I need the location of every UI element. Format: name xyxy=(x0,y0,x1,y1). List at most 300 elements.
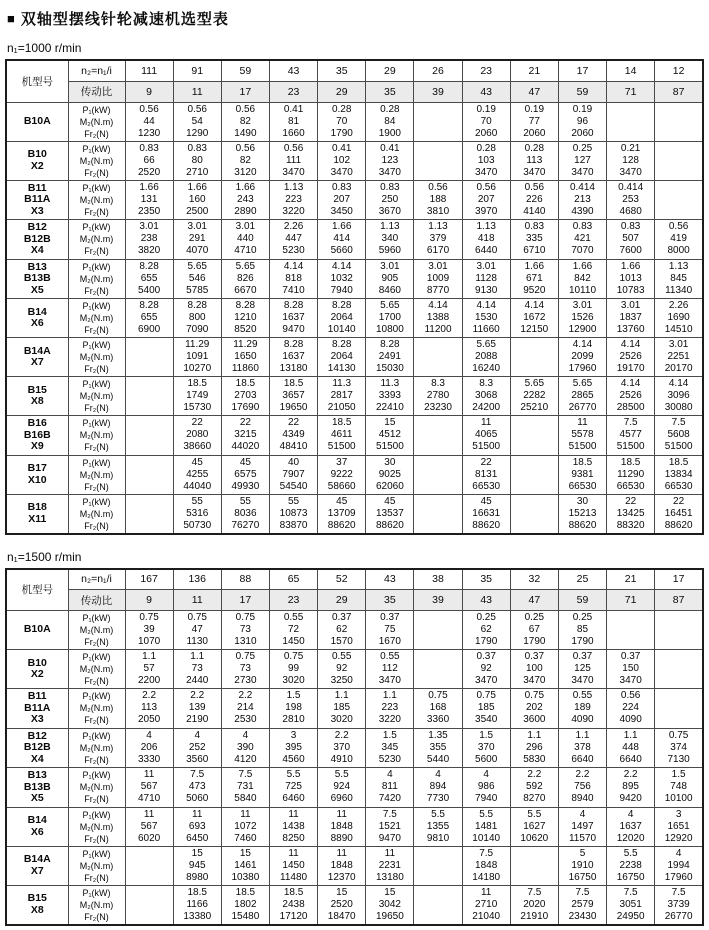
param-labels-cell xyxy=(68,338,125,377)
ratio-value: 35 xyxy=(366,81,414,102)
data-value: 0.55 xyxy=(380,651,400,662)
model-column-header: 机型号 xyxy=(6,60,68,102)
data-value: 15030 xyxy=(375,363,404,374)
data-value: 447 xyxy=(285,233,302,245)
data-cell xyxy=(510,689,558,729)
data-cell xyxy=(318,259,366,299)
data-cell xyxy=(318,180,366,220)
data-value xyxy=(126,441,173,453)
data-value xyxy=(414,887,461,899)
data-value: 4.14 xyxy=(283,260,304,272)
data-value: 11 xyxy=(480,886,492,898)
data-value: 253 xyxy=(622,193,639,205)
data-value: 811 xyxy=(381,781,398,793)
data-value: 224 xyxy=(622,702,639,714)
data-value: 3470 xyxy=(619,166,642,178)
data-value: 6440 xyxy=(475,245,498,257)
param-labels-cell xyxy=(68,611,125,650)
data-cell xyxy=(318,728,366,768)
param-label: P₁(kW) xyxy=(82,730,111,741)
data-cell xyxy=(607,455,655,494)
output-speed-value: 21 xyxy=(607,569,655,590)
data-value: 2060 xyxy=(475,127,498,139)
data-cell xyxy=(221,102,269,141)
data-cell xyxy=(366,494,414,534)
data-value: 2703 xyxy=(234,390,257,401)
output-speed-value: 167 xyxy=(125,569,173,590)
data-value: 3096 xyxy=(667,390,690,401)
data-value: 45 xyxy=(239,456,251,468)
output-speed-value: 52 xyxy=(318,569,366,590)
data-value: 0.41 xyxy=(331,142,352,154)
data-value: 88620 xyxy=(568,519,597,531)
data-cell xyxy=(655,728,703,768)
data-value xyxy=(607,128,654,140)
param-labels-cell xyxy=(68,494,125,534)
data-value: 10800 xyxy=(375,324,404,335)
data-value: 1438 xyxy=(282,820,305,832)
data-value: 4255 xyxy=(186,468,209,480)
data-value: 22 xyxy=(239,417,251,429)
model-name: X7 xyxy=(30,356,44,368)
ratio-value: 71 xyxy=(607,81,655,102)
model-name: B10A xyxy=(23,623,51,636)
data-value: 3.01 xyxy=(476,260,496,272)
data-value: 125 xyxy=(574,663,591,674)
data-cell xyxy=(318,141,366,180)
data-value: 37 xyxy=(336,456,348,468)
data-value: 3020 xyxy=(282,675,305,686)
data-value: 198 xyxy=(285,702,302,714)
data-cell xyxy=(655,807,703,846)
data-cell xyxy=(655,689,703,729)
data-cell xyxy=(655,259,703,299)
data-value: 73 xyxy=(239,624,251,635)
ratio-value: 59 xyxy=(558,590,606,611)
data-value xyxy=(414,496,461,508)
param-label: P₁(kW) xyxy=(82,104,111,115)
data-cell xyxy=(462,259,510,299)
data-value: 77 xyxy=(528,115,540,127)
data-value: 1.5 xyxy=(286,690,301,702)
output-speed-value: 88 xyxy=(221,569,269,590)
data-value: 1.66 xyxy=(572,260,593,272)
data-value: 414 xyxy=(333,233,351,245)
data-value: 5.5 xyxy=(623,847,638,859)
data-value: 3.01 xyxy=(187,221,207,233)
data-cell xyxy=(269,768,317,808)
data-value: 17690 xyxy=(231,402,260,413)
param-labels-cell xyxy=(68,299,125,338)
model-row xyxy=(6,259,703,299)
data-value: 5578 xyxy=(571,429,594,441)
data-value: 252 xyxy=(188,741,206,753)
data-value: 2064 xyxy=(330,351,353,362)
data-cell xyxy=(173,611,221,650)
data-value: 8770 xyxy=(426,284,450,296)
data-value: 11 xyxy=(192,808,203,820)
data-cell xyxy=(558,611,606,650)
data-value: 11570 xyxy=(568,832,597,844)
data-value: 2710 xyxy=(475,898,498,910)
data-value: 1.13 xyxy=(668,260,689,272)
data-value: 4120 xyxy=(234,753,257,765)
data-value xyxy=(511,860,558,872)
data-value: 18.5 xyxy=(283,886,304,898)
data-cell xyxy=(221,220,269,260)
data-value: 0.75 xyxy=(668,729,689,741)
output-speed-value: 136 xyxy=(173,569,221,590)
data-cell xyxy=(221,377,269,416)
data-value: 5.65 xyxy=(572,378,593,389)
data-value: 51500 xyxy=(375,441,404,453)
data-value: 5960 xyxy=(378,245,401,257)
data-cell xyxy=(655,220,703,260)
data-value: 1848 xyxy=(475,859,498,871)
data-value: 1.1 xyxy=(527,729,542,741)
ratio-value: 17 xyxy=(221,81,269,102)
data-cell xyxy=(366,807,414,846)
param-label: Fr₂(N) xyxy=(84,246,109,257)
data-value: 16240 xyxy=(472,363,501,374)
data-cell xyxy=(655,885,703,925)
data-value xyxy=(414,339,461,351)
data-cell xyxy=(173,338,221,377)
data-cell xyxy=(366,455,414,494)
data-cell xyxy=(269,611,317,650)
output-speed-value: 25 xyxy=(558,569,606,590)
data-value: 1570 xyxy=(330,636,353,647)
data-value: 1091 xyxy=(186,351,209,362)
data-value: 0.55 xyxy=(572,690,593,702)
data-value: 12370 xyxy=(327,871,356,883)
data-cell xyxy=(125,377,173,416)
data-value: 88620 xyxy=(375,519,404,531)
data-cell xyxy=(125,885,173,925)
data-value: 14510 xyxy=(664,324,693,335)
data-value: 1700 xyxy=(378,312,401,323)
data-value: 5840 xyxy=(234,793,257,805)
data-value: 11.3 xyxy=(332,378,352,389)
data-value: 5440 xyxy=(426,753,450,765)
data-value: 92 xyxy=(480,663,492,674)
data-cell xyxy=(414,259,462,299)
model-cell xyxy=(6,299,68,338)
data-cell xyxy=(318,611,366,650)
ratio-value: 39 xyxy=(414,590,462,611)
data-value xyxy=(511,872,558,884)
data-cell xyxy=(269,650,317,689)
param-label: M₂(N.m) xyxy=(79,352,114,362)
data-cell xyxy=(366,768,414,808)
data-cell xyxy=(221,846,269,885)
data-cell xyxy=(462,180,510,220)
data-value: 5060 xyxy=(186,793,209,805)
title-square-bullet: ■ xyxy=(7,11,16,26)
data-cell xyxy=(221,650,269,689)
model-cell xyxy=(6,494,68,534)
data-cell xyxy=(173,807,221,846)
data-value: 1388 xyxy=(426,312,450,323)
data-value: 0.28 xyxy=(476,142,496,154)
output-speed-value: 38 xyxy=(414,569,462,590)
data-cell xyxy=(462,299,510,338)
data-cell xyxy=(318,299,366,338)
data-value xyxy=(414,860,461,872)
data-cell xyxy=(462,689,510,729)
data-cell xyxy=(318,689,366,729)
data-cell xyxy=(318,220,366,260)
data-value: 4710 xyxy=(234,245,257,257)
data-value: 6900 xyxy=(137,324,161,335)
data-cell xyxy=(655,846,703,885)
data-value: 7460 xyxy=(234,832,257,844)
data-cell xyxy=(125,220,173,260)
ratio-value: 11 xyxy=(173,590,221,611)
model-row xyxy=(6,807,703,846)
data-value xyxy=(655,636,702,648)
page-title-text: 双轴型摆线针轮减速机选型表 xyxy=(20,11,229,28)
data-value: 102 xyxy=(333,154,351,166)
data-value: 8460 xyxy=(378,284,401,296)
data-cell xyxy=(607,141,655,180)
data-cell xyxy=(366,141,414,180)
data-value: 8.28 xyxy=(187,300,207,311)
data-value: 826 xyxy=(237,272,254,284)
data-value: 70 xyxy=(480,115,492,127)
data-value: 0.83 xyxy=(380,181,400,193)
data-value: 440 xyxy=(237,233,254,245)
data-value xyxy=(655,651,702,663)
data-value: 7.5 xyxy=(623,886,638,898)
data-value: 5660 xyxy=(330,245,353,257)
data-value: 1497 xyxy=(571,820,594,832)
data-value: 0.83 xyxy=(139,142,159,154)
data-cell xyxy=(414,768,462,808)
data-cell xyxy=(173,650,221,689)
param-label: M₂(N.m) xyxy=(79,508,114,519)
model-name: X3 xyxy=(30,204,44,217)
data-value: 66530 xyxy=(568,480,597,492)
data-value: 0.56 xyxy=(524,181,545,193)
data-cell xyxy=(655,416,703,456)
data-value: 8.28 xyxy=(283,339,304,350)
data-value: 8520 xyxy=(234,324,257,335)
data-value: 21910 xyxy=(520,910,549,922)
data-value: 8890 xyxy=(330,832,353,844)
data-value: 2579 xyxy=(571,898,594,910)
data-value: 2.2 xyxy=(238,690,253,702)
data-value: 0.37 xyxy=(524,651,545,662)
data-value xyxy=(126,496,173,508)
data-cell xyxy=(221,611,269,650)
data-cell xyxy=(414,728,462,768)
data-cell xyxy=(558,846,606,885)
data-value: 15 xyxy=(384,886,396,898)
data-value: 66530 xyxy=(472,480,501,492)
data-cell xyxy=(125,728,173,768)
data-cell xyxy=(318,885,366,925)
data-cell xyxy=(655,650,703,689)
data-value: 5785 xyxy=(186,284,209,296)
data-value xyxy=(414,636,461,648)
data-value: 4.14 xyxy=(620,339,641,350)
model-cell xyxy=(6,377,68,416)
data-value: 1637 xyxy=(619,820,642,832)
data-value: 0.56 xyxy=(235,103,256,115)
data-value: 8.28 xyxy=(235,300,256,311)
data-value: 1690 xyxy=(667,312,690,323)
data-value: 3600 xyxy=(523,714,546,726)
data-cell xyxy=(269,259,317,299)
data-value: 112 xyxy=(381,663,398,674)
data-cell xyxy=(318,807,366,846)
data-value: 207 xyxy=(477,193,495,205)
param-label: Fr₂(N) xyxy=(84,520,109,531)
data-value xyxy=(511,363,558,375)
data-value: 0.83 xyxy=(524,221,545,233)
output-speed-value: 111 xyxy=(125,60,173,81)
data-value: 45 xyxy=(191,456,203,468)
data-value: 0.56 xyxy=(668,221,689,233)
data-value: 76270 xyxy=(231,519,260,531)
data-value: 1637 xyxy=(282,312,305,323)
data-cell xyxy=(125,611,173,650)
param-label: Fr₂(N) xyxy=(84,128,109,139)
data-value: 2730 xyxy=(234,675,257,686)
data-value: 2282 xyxy=(523,390,546,401)
data-value: 2020 xyxy=(523,898,546,910)
data-value: 51500 xyxy=(664,441,693,453)
data-cell xyxy=(221,768,269,808)
model-name: X5 xyxy=(30,283,44,296)
data-value: 11 xyxy=(288,847,299,859)
data-value: 11 xyxy=(384,847,396,859)
data-value: 40 xyxy=(287,456,300,468)
model-name: B18 xyxy=(27,501,47,513)
data-cell xyxy=(510,455,558,494)
data-value xyxy=(655,182,702,194)
data-value: 26770 xyxy=(664,910,693,922)
data-value: 18.5 xyxy=(235,886,256,898)
data-cell xyxy=(366,689,414,729)
data-value: 7.5 xyxy=(479,847,494,859)
model-name: X8 xyxy=(30,395,44,407)
data-value: 6640 xyxy=(619,753,642,765)
data-value: 1130 xyxy=(186,636,208,647)
data-value xyxy=(607,116,654,128)
data-value: 2.26 xyxy=(668,300,689,311)
data-value xyxy=(655,104,702,116)
data-value xyxy=(414,363,461,375)
data-value: 4.14 xyxy=(572,339,593,350)
data-value: 23230 xyxy=(424,402,452,413)
data-value: 22 xyxy=(673,495,685,507)
data-value: 18470 xyxy=(327,910,356,922)
data-value xyxy=(414,116,461,128)
data-value: 0.37 xyxy=(620,651,641,662)
data-value: 419 xyxy=(670,233,687,245)
data-cell xyxy=(558,728,606,768)
param-label: Fr₂(N) xyxy=(84,715,109,726)
data-value: 1.66 xyxy=(331,221,352,233)
data-value xyxy=(607,624,654,636)
param-label: M₂(N.m) xyxy=(79,742,114,753)
model-column-header: 机型号 xyxy=(6,569,68,611)
data-value: 9420 xyxy=(619,793,642,805)
data-value: 2865 xyxy=(571,390,594,401)
ratio-value: 23 xyxy=(269,590,317,611)
data-value xyxy=(414,457,461,469)
data-value: 655 xyxy=(140,312,158,323)
data-value: 8980 xyxy=(186,871,209,883)
data-value xyxy=(414,911,461,923)
data-value xyxy=(414,351,461,363)
data-cell xyxy=(510,494,558,534)
data-value: 127 xyxy=(574,154,591,166)
data-cell xyxy=(366,377,414,416)
data-value: 11200 xyxy=(424,324,452,335)
data-value: 7.5 xyxy=(623,417,638,429)
data-value: 296 xyxy=(525,741,543,753)
data-value: 2530 xyxy=(234,714,257,726)
model-row xyxy=(6,220,703,260)
data-value: 20170 xyxy=(664,363,693,374)
data-cell xyxy=(607,807,655,846)
data-value xyxy=(414,155,461,167)
data-value: 0.83 xyxy=(331,181,352,193)
data-value: 13537 xyxy=(375,507,404,519)
output-speed-value: 65 xyxy=(269,569,317,590)
data-value: 5316 xyxy=(186,507,209,519)
data-cell xyxy=(221,807,269,846)
data-value: 2520 xyxy=(137,166,161,178)
data-cell xyxy=(173,455,221,494)
data-value: 214 xyxy=(237,702,254,714)
data-value: 7.5 xyxy=(190,769,205,781)
param-label: M₂(N.m) xyxy=(79,469,114,480)
data-cell xyxy=(558,494,606,534)
data-value: 895 xyxy=(622,781,639,793)
data-value: 4 xyxy=(242,729,249,741)
data-value xyxy=(126,390,173,402)
data-cell xyxy=(558,885,606,925)
data-value: 3360 xyxy=(426,714,450,726)
data-value: 82 xyxy=(239,115,251,127)
data-value: 2520 xyxy=(330,898,353,910)
data-cell xyxy=(366,299,414,338)
model-cell xyxy=(6,455,68,494)
data-value: 0.21 xyxy=(620,142,641,154)
data-value: 1.1 xyxy=(575,729,590,741)
data-value: 51500 xyxy=(327,441,356,453)
header-ratio-row xyxy=(6,81,703,102)
data-value: 4560 xyxy=(282,753,305,765)
data-value xyxy=(126,872,173,884)
data-value xyxy=(414,899,461,911)
data-value: 88620 xyxy=(664,519,693,531)
data-value: 0.75 xyxy=(235,612,256,623)
model-cell xyxy=(6,611,68,650)
data-value xyxy=(511,481,558,493)
data-value: 0.55 xyxy=(283,612,304,623)
data-value: 6575 xyxy=(234,468,257,480)
data-value: 5600 xyxy=(475,753,498,765)
data-value: 3.01 xyxy=(668,339,689,350)
param-label: P₁(kW) xyxy=(82,143,111,154)
data-value: 113 xyxy=(526,154,543,166)
ratio-label: 传动比 xyxy=(68,590,125,611)
